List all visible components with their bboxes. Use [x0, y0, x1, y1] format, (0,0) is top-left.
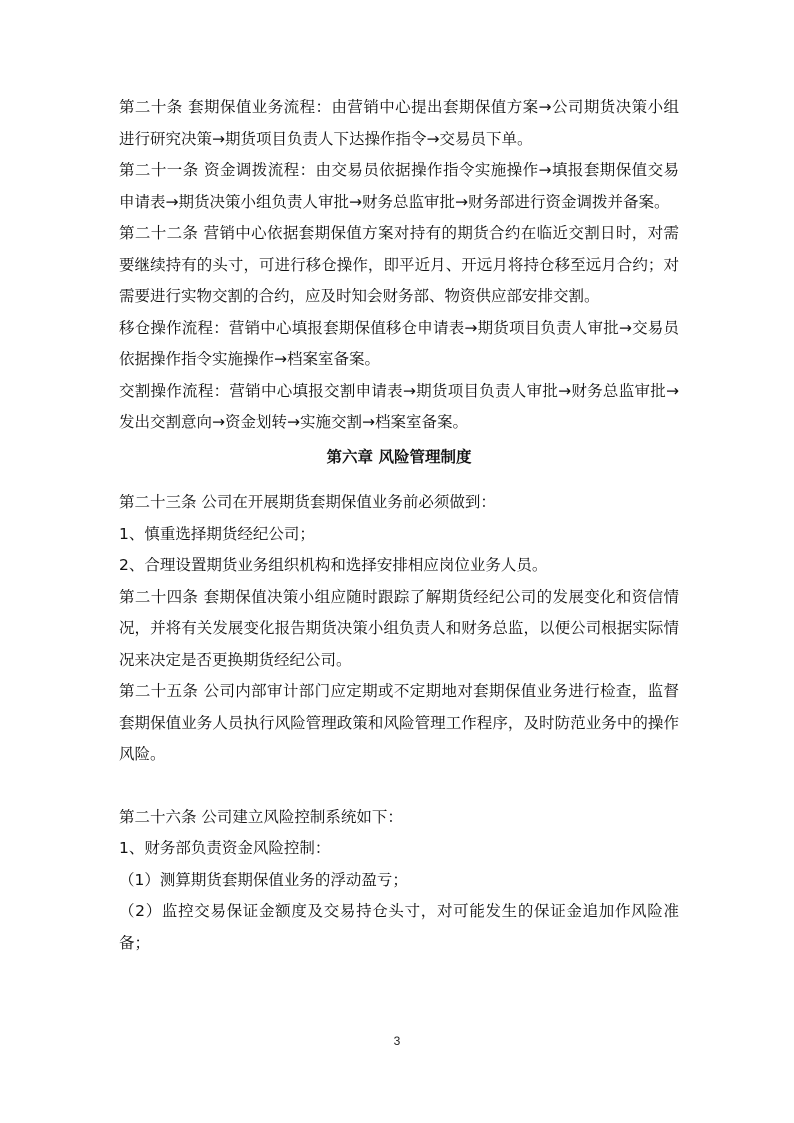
article-21: 第二十一条 资金调拨流程：由交易员依据操作指令实施操作→填报套期保值交易申请表→期货决策小组负责人审批→财务总监审批→财务部进行资金调拨并备案。 — [119, 161, 679, 211]
article-26-item-1: 1、财务部负责资金风险控制： — [119, 839, 331, 857]
document-body — [119, 92, 679, 959]
article-23-item-2: 2、合理设置期货业务组织机构和选择安排相应岗位业务人员。 — [119, 556, 548, 574]
chapter-title: 第六章 风险管理制度 — [326, 447, 472, 466]
article-24: 第二十四条 套期保值决策小组应随时跟踪了解期货经纪公司的发展变化和资信情况，并将有关发展变化报告期货决策小组负责人和财务总监，以便公司根据实际情况来决定是否更换期货经纪公司。 — [119, 587, 679, 669]
article-26: 第二十六条 公司建立风险控制系统如下： — [119, 807, 403, 826]
article-22: 第二十二条 营销中心依据套期保值方案对持有的期货合约在临近交割日时，对需要继续持有的头寸，可进行移仓操作，即平近月、开远月将持仓移至远月合约；对需要进行实物交割的合约，应及时知会财务部、物资供应部安排交割。 — [119, 224, 679, 305]
page-number: 3 — [393, 1034, 401, 1048]
article-26-subitem-2: （2）监控交易保证金额度及交易持仓头寸，对可能发生的保证金追加作风险准备； — [119, 902, 679, 952]
article-23: 第二十三条 公司在开展期货套期保值业务前必须做到： — [119, 493, 496, 511]
article-23-item-1: 1、慎重选择期货经纪公司； — [119, 524, 315, 543]
roll-over-procedure: 移仓操作流程：营销中心填报套期保值移仓申请表→期货项目负责人审批→交易员依据操作指令实施操作→档案室备案。 — [119, 318, 679, 368]
article-25: 第二十五条 公司内部审计部门应定期或不定期地对套期保值业务进行检查，监督套期保值业务人员执行风险管理政策和风险管理工作程序，及时防范业务中的操作风险。 — [119, 682, 679, 763]
paragraph-gap — [119, 771, 679, 802]
article-20: 第二十条 套期保值业务流程：由营销中心提出套期保值方案→公司期货决策小组进行研究决策→期货项目负责人下达操作指令→交易员下单。 — [119, 98, 679, 148]
delivery-procedure: 交割操作流程：营销中心填报交割申请表→期货项目负责人审批→财务总监审批→发出交割意向→资金划转→实施交割→档案室备案。 — [119, 381, 679, 431]
article-26-subitem-1: （1）测算期货套期保值业务的浮动盈亏； — [119, 870, 408, 889]
